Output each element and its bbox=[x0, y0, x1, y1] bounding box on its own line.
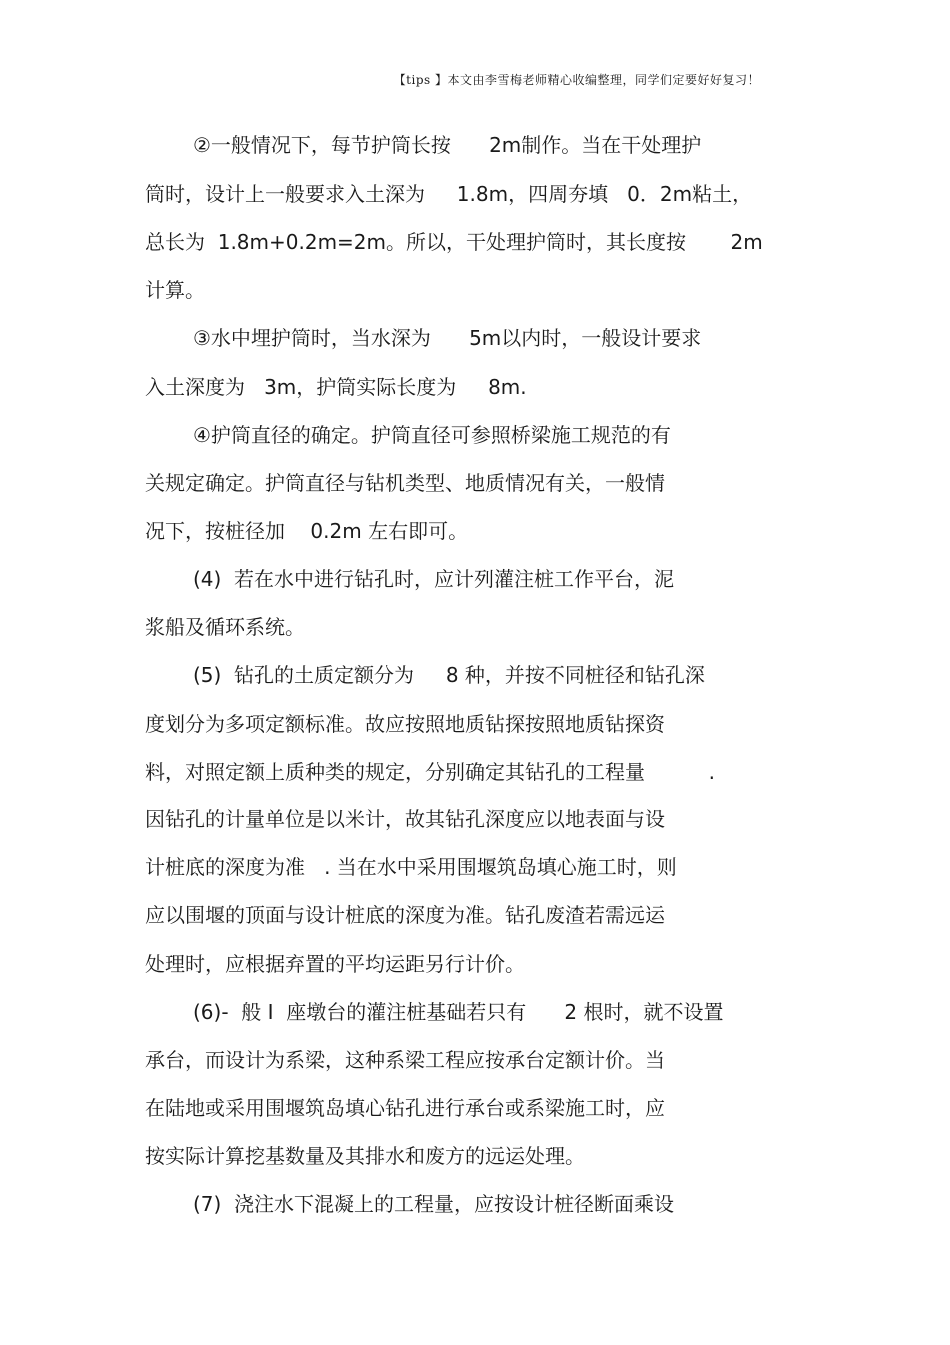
text-line: 况下，按桩径加 0.2m 左右即可。 bbox=[145, 519, 469, 543]
text-line: 按实际计算挖基数量及其排水和废方的远运处理。 bbox=[145, 1144, 585, 1168]
text-line: 关规定确定。护筒直径与钻机类型、地质情况有关，一般情 bbox=[145, 471, 665, 495]
text-line: (4) 若在水中进行钻孔时，应计列灌注桩工作平台，泥 bbox=[193, 567, 675, 591]
text-line: ②一般情况下，每节护筒长按 2m制作。当在干处理护 bbox=[193, 133, 702, 157]
text-line: 筒时，设计上一般要求入土深为 1.8m，四周夯填 0．2m粘土， bbox=[145, 182, 753, 206]
text-line: 度划分为多项定额标准。故应按照地质钻探按照地质钻探资 bbox=[145, 712, 665, 736]
text-line: (7) 浇注水下混凝上的工程量，应按设计桩径断面乘设 bbox=[193, 1192, 675, 1216]
text-line: (6)- 般 I 座墩台的灌注桩基础若只有 2 根时，就不设置 bbox=[193, 1000, 724, 1024]
text-line: 入土深度为 3m，护筒实际长度为 8m. bbox=[145, 375, 527, 399]
text-line: 计桩底的深度为准 . 当在水中采用围堰筑岛填心施工时，则 bbox=[145, 855, 677, 879]
text-line: ③水中埋护筒时，当水深为 5m以内时，一般设计要求 bbox=[193, 326, 702, 350]
text-line: 总长为 1.8m+0.2m=2m。所以，干处理护筒时，其长度按 2m bbox=[145, 230, 763, 254]
text-line: 在陆地或采用围堰筑岛填心钻孔进行承台或系梁施工时，应 bbox=[145, 1096, 665, 1120]
page-header-tip: 【tips 】本文由李雪梅老师精心收编整理，同学们定要好好复习！ bbox=[393, 73, 760, 87]
text-line: 因钻孔的计量单位是以米计，故其钻孔深度应以地表面与设 bbox=[145, 807, 665, 831]
text-line: 承台，而设计为系梁，这种系梁工程应按承台定额计价。当 bbox=[145, 1048, 665, 1072]
text-line: (5) 钻孔的土质定额分为 8 种，并按不同桩径和钻孔深 bbox=[193, 663, 705, 687]
text-line: 处理时，应根据弃置的平均运距另行计价。 bbox=[145, 952, 525, 976]
text-line: 料，对照定额上质种类的规定，分别确定其钻孔的工程量 . bbox=[145, 760, 715, 784]
text-line: ④护筒直径的确定。护筒直径可参照桥梁施工规范的有 bbox=[193, 423, 671, 447]
text-line: 应以围堰的顶面与设计桩底的深度为准。钻孔废渣若需远运 bbox=[145, 903, 665, 927]
text-line: 浆船及循环系统。 bbox=[145, 615, 305, 639]
text-line: 计算。 bbox=[145, 278, 205, 302]
